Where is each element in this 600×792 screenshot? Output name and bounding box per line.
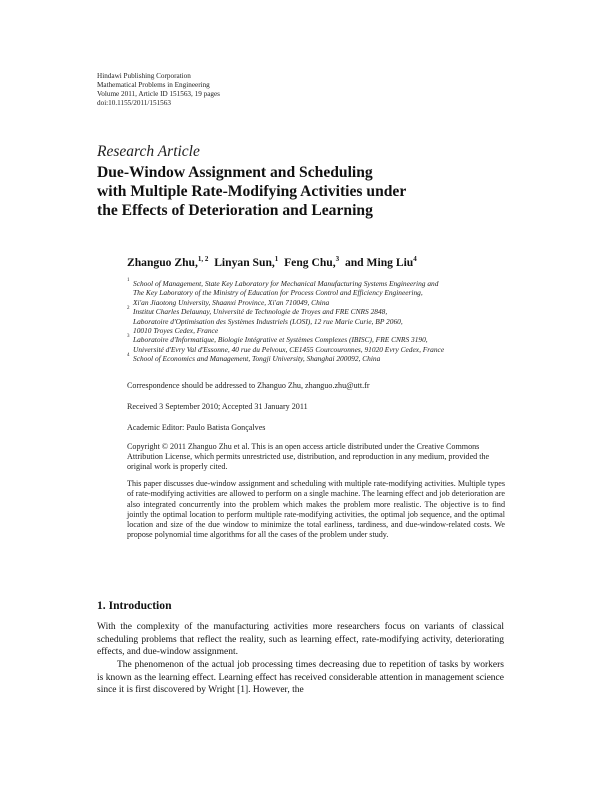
author-list <box>127 256 417 269</box>
paper-title <box>97 163 537 220</box>
title-line: with Multiple Rate-Modifying Activities under <box>97 183 407 200</box>
title-line: Due-Window Assignment and Scheduling <box>97 164 373 181</box>
received-dates: Received 3 September 2010; Accepted 31 January 2011 <box>127 402 308 411</box>
author: Linyan Sun,$^1$ <box>214 255 279 269</box>
article-type: Research Article <box>97 143 200 160</box>
author-affiliation-ref: 1, 2 <box>197 255 209 263</box>
author-affiliation-ref: 4 <box>413 255 417 263</box>
affiliation-number: 2 <box>127 306 130 312</box>
body-paragraph: The phenomenon of the actual job processing times decreasing due to repetition of tasks by workers is known as the learning effect. Learning effect has received considerable attention in management science since it is first discovered by Wright [1]. However, the <box>97 660 504 696</box>
doi[interactable]: doi:10.1155/2011/151563 <box>97 99 171 107</box>
copyright-notice: Copyright © 2011 Zhanguo Zhu et al. This is an open access article distributed under the Creative Commons Attribution License, which permits unrestricted use, distribution, and reproduction in any medium, provided the original work is properly cited. <box>127 442 490 471</box>
author-affiliation-ref: 1 <box>274 255 279 263</box>
affiliation: 3 Laboratoire d'Informatique, Biologie Intégrative et Systèmes Complexes (IBISC), FRE CNRS 3190, Université d'Evry Val d'Essonne, 40 rue du Pelvoux, CE1455 Courcouronnes, 91020 Evry Cedex, France <box>127 334 445 354</box>
affiliation-number: 1 <box>127 278 130 283</box>
affiliation: 1 School of Management, State Key Laboratory for Mechanical Manufacturing Systems Engineering and The Key Laboratory of the Ministry of Education for Process Control and Efficiency Engineering, Xi'an Jiaotong University, Shaanxi Province, Xi'an 710049, China <box>127 278 439 307</box>
affiliation-number: 4 <box>127 353 130 359</box>
volume-info: Volume 2011, Article ID 151563, 19 pages <box>97 90 220 98</box>
author: Feng Chu,$^3$ <box>284 255 340 269</box>
abstract: This paper discusses due-window assignment and scheduling with multiple rate-modifying activities. Multiple types of rate-modifying activities are allowed to perform on a single machine. The learning effect and job deterioration are also integrated concurrently into the problem which makes the problem more realistic. The objective is to find jointly the optimal location to perform multiple rate-modifying activities, the optimal job sequence, and the optimal location and size of the due window to minimize the total earliness, tardiness, and due-window-related costs. We propose polynomial time algorithms for all the cases of the problem under study. <box>127 479 505 540</box>
section-heading: 1. Introduction <box>97 599 172 612</box>
author: Zhanguo Zhu,$^{1, 2}$ <box>127 255 209 269</box>
author-affiliation-ref: 3 <box>335 255 340 263</box>
affiliation: 2 Institut Charles Delaunay, Université de Technologie de Troyes and FRE CNRS 2848, Laboratoire d'Optimisation des Systèmes Industriels (LOSI), 12 rue Marie Curie, BP 2060, 10010 Troyes Cedex, France <box>127 306 403 336</box>
title-line: the Effects of Deterioration and Learning <box>97 202 373 219</box>
affiliation-list <box>127 279 507 364</box>
academic-editor: Academic Editor: Paulo Batista Gonçalves <box>127 423 266 432</box>
body-paragraph: With the complexity of the manufacturing activities more researchers focus on variants of classical scheduling problems that reflect the reality, such as learning effect, rate-modifying activity, deteriorating effects, and due-window assignment. <box>97 622 504 658</box>
affiliation: 4 School of Economics and Management, Tongji University, Shanghai 200092, China <box>127 353 381 364</box>
journal-name: Mathematical Problems in Engineering <box>97 81 210 89</box>
author: and Ming Liu$^4$ <box>344 255 417 269</box>
publication-info <box>97 72 220 108</box>
correspondence: Correspondence should be addressed to Zhanguo Zhu, zhanguo.zhu@utt.fr <box>127 381 370 390</box>
publisher: Hindawi Publishing Corporation <box>97 72 191 80</box>
affiliation-number: 3 <box>127 334 130 340</box>
